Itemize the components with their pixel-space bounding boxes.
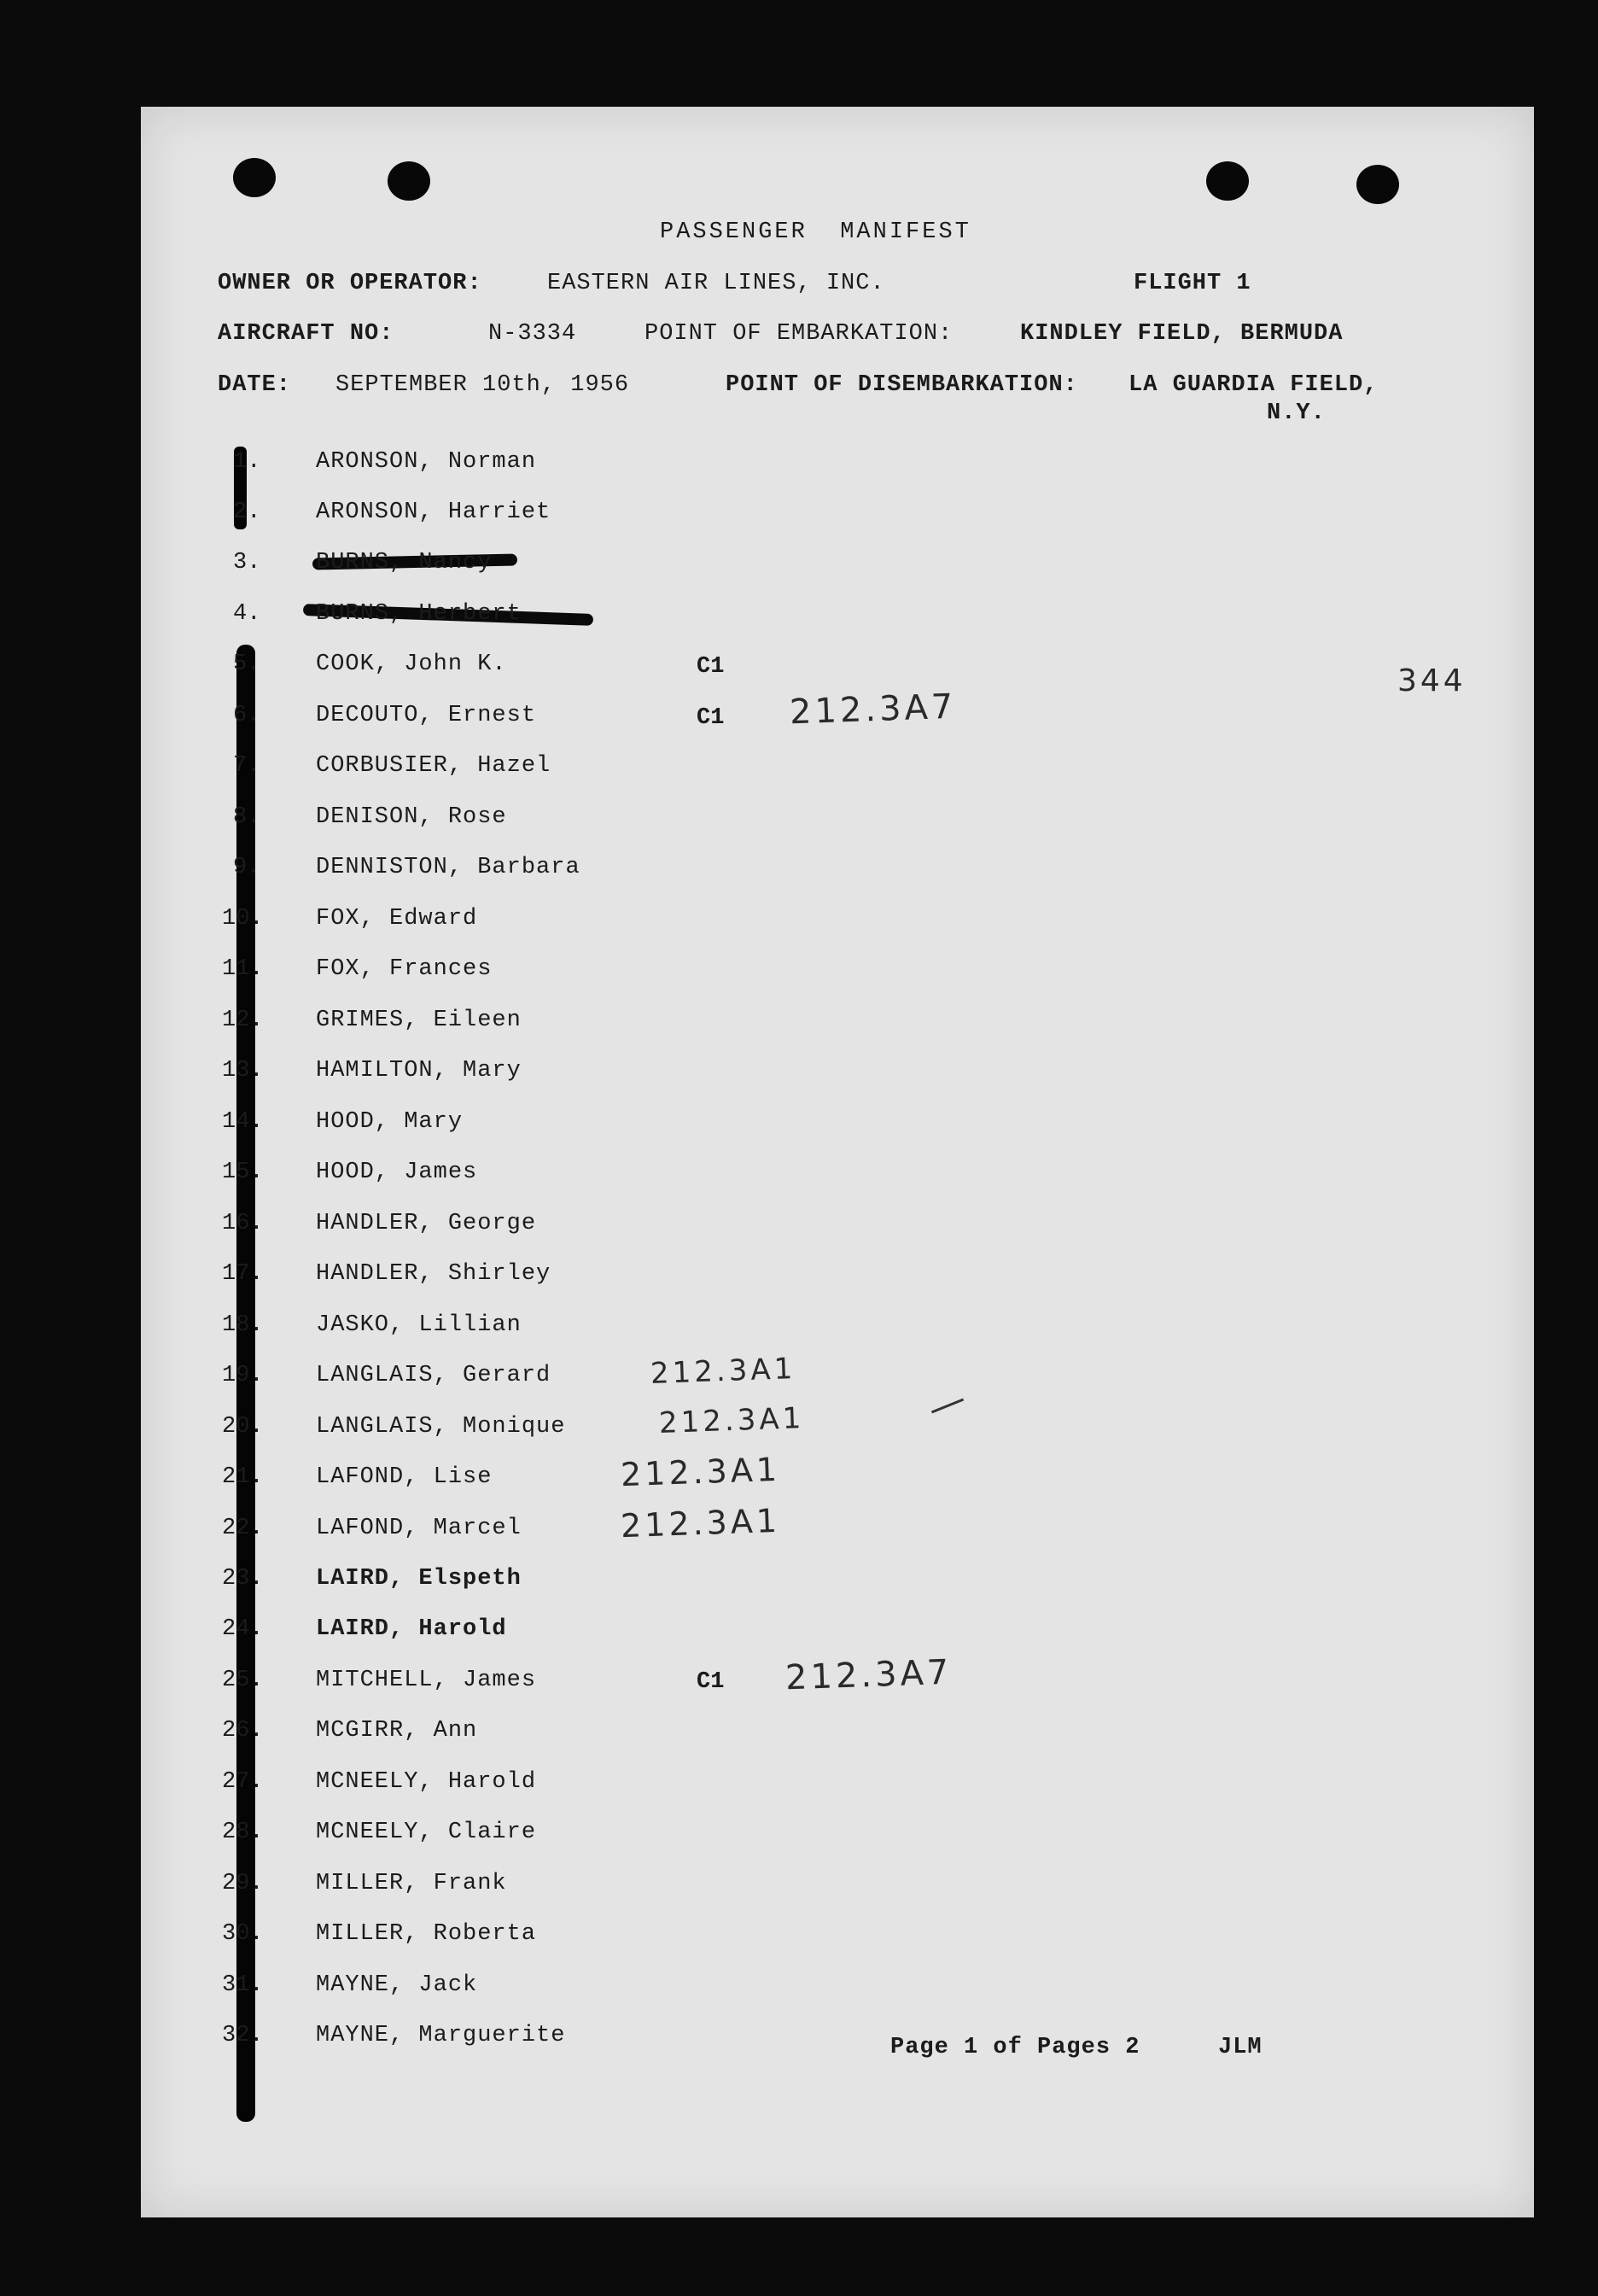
handwritten-note: 212.3A1: [658, 1401, 805, 1440]
passenger-number: 6.: [233, 703, 261, 728]
passenger-code: C1: [697, 1669, 725, 1695]
passenger-name: FOX, Frances: [316, 956, 493, 982]
passenger-number: 4.: [233, 601, 261, 627]
passenger-name: ARONSON, Harriet: [316, 500, 551, 525]
passenger-name: FOX, Edward: [316, 906, 478, 932]
passenger-name: MILLER, Frank: [316, 1871, 507, 1896]
passenger-number: 27.: [222, 1769, 264, 1795]
passenger-number: 29.: [222, 1871, 264, 1896]
passenger-number: 12.: [222, 1008, 264, 1033]
passenger-name: MITCHELL, James: [316, 1668, 537, 1693]
passenger-name: HOOD, Mary: [316, 1109, 464, 1135]
passenger-number: 25.: [222, 1668, 264, 1693]
passenger-number: 32.: [222, 2023, 264, 2048]
handwritten-note: 212.3A1: [620, 1501, 781, 1545]
passenger-number: 21.: [222, 1464, 264, 1490]
embarkation-label: POINT OF EMBARKATION:: [644, 321, 954, 347]
handwritten-page-number: 344: [1397, 663, 1467, 698]
passenger-name: ARONSON, Norman: [316, 449, 537, 475]
passenger-number: 7.: [233, 753, 261, 779]
aircraft-value: N-3334: [488, 321, 577, 347]
passenger-number: 10.: [222, 906, 264, 932]
passenger-number: 15.: [222, 1160, 264, 1185]
disembarkation-label: POINT OF DISEMBARKATION:: [726, 372, 1078, 398]
passenger-name: DECOUTO, Ernest: [316, 703, 537, 728]
passenger-code: C1: [697, 705, 725, 731]
passenger-name: JASKO, Lillian: [316, 1312, 522, 1338]
passenger-code: C1: [697, 654, 725, 680]
passenger-number: 1.: [233, 449, 261, 475]
passenger-name: LAIRD, Elspeth: [316, 1566, 522, 1592]
passenger-name: CORBUSIER, Hazel: [316, 753, 551, 779]
passenger-name: LANGLAIS, Gerard: [316, 1363, 551, 1388]
passenger-name: LAFOND, Marcel: [316, 1516, 522, 1541]
passenger-number: 17.: [222, 1261, 264, 1287]
passenger-name: BURNS, Herbert: [316, 601, 522, 627]
passenger-name: HANDLER, Shirley: [316, 1261, 551, 1287]
owner-value: EASTERN AIR LINES, INC.: [547, 271, 885, 296]
passenger-number: 18.: [222, 1312, 264, 1338]
passenger-number: 19.: [222, 1363, 264, 1388]
owner-label: OWNER OR OPERATOR:: [218, 271, 482, 296]
passenger-name: HANDLER, George: [316, 1211, 537, 1236]
passenger-name: MCGIRR, Ann: [316, 1718, 478, 1744]
date-value: SEPTEMBER 10th, 1956: [335, 372, 630, 398]
passenger-number: 8.: [233, 804, 261, 830]
passenger-name: DENNISTON, Barbara: [316, 855, 580, 880]
passenger-name: BURNS, Nancy: [316, 550, 493, 575]
punch-hole: [233, 158, 276, 197]
passenger-name: MCNEELY, Claire: [316, 1820, 537, 1845]
passenger-name: LANGLAIS, Monique: [316, 1414, 566, 1440]
punch-hole: [388, 161, 430, 201]
passenger-number: 14.: [222, 1109, 264, 1135]
manifest-page: [141, 107, 1534, 2217]
passenger-name: MCNEELY, Harold: [316, 1769, 537, 1795]
handwritten-note: 212.3A7: [784, 1652, 954, 1698]
passenger-number: 20.: [222, 1414, 264, 1440]
punch-hole: [1206, 161, 1249, 201]
passenger-number: 24.: [222, 1616, 264, 1642]
passenger-name: MILLER, Roberta: [316, 1921, 537, 1947]
passenger-number: 31.: [222, 1972, 264, 1998]
passenger-name: LAIRD, Harold: [316, 1616, 507, 1642]
handwritten-note: 212.3A1: [620, 1450, 781, 1494]
passenger-name: HAMILTON, Mary: [316, 1058, 522, 1084]
passenger-number: 26.: [222, 1718, 264, 1744]
passenger-name: MAYNE, Marguerite: [316, 2023, 566, 2048]
passenger-number: 3.: [233, 550, 261, 575]
passenger-name: COOK, John K.: [316, 651, 507, 677]
clerk-initials: JLM: [1218, 2035, 1263, 2060]
aircraft-label: AIRCRAFT NO:: [218, 321, 394, 347]
passenger-number: 23.: [222, 1566, 264, 1592]
passenger-name: DENISON, Rose: [316, 804, 507, 830]
page-indicator: Page 1 of Pages 2: [890, 2035, 1140, 2060]
punch-hole: [1356, 165, 1399, 204]
disembarkation-value: LA GUARDIA FIELD,: [1129, 372, 1379, 398]
passenger-name: GRIMES, Eileen: [316, 1008, 522, 1033]
passenger-number: 5.: [233, 651, 261, 677]
passenger-name: LAFOND, Lise: [316, 1464, 493, 1490]
manifest-title: PASSENGER MANIFEST: [660, 219, 971, 245]
passenger-number: 9.: [233, 855, 261, 880]
embarkation-value: KINDLEY FIELD, BERMUDA: [1020, 321, 1344, 347]
passenger-number: 22.: [222, 1516, 264, 1541]
passenger-number: 13.: [222, 1058, 264, 1084]
date-label: DATE:: [218, 372, 292, 398]
passenger-number: 16.: [222, 1211, 264, 1236]
passenger-number: 30.: [222, 1921, 264, 1947]
handwritten-note: 212.3A1: [650, 1352, 796, 1391]
passenger-number: 2.: [233, 500, 261, 525]
passenger-name: MAYNE, Jack: [316, 1972, 478, 1998]
handwritten-note: 212.3A7: [789, 686, 958, 733]
passenger-number: 11.: [222, 956, 264, 982]
disembarkation-value-line2: N.Y.: [1267, 400, 1326, 426]
passenger-name: HOOD, James: [316, 1160, 478, 1185]
flight-label: FLIGHT 1: [1134, 271, 1251, 296]
ink-mark: [931, 1399, 964, 1414]
passenger-number: 28.: [222, 1820, 264, 1845]
